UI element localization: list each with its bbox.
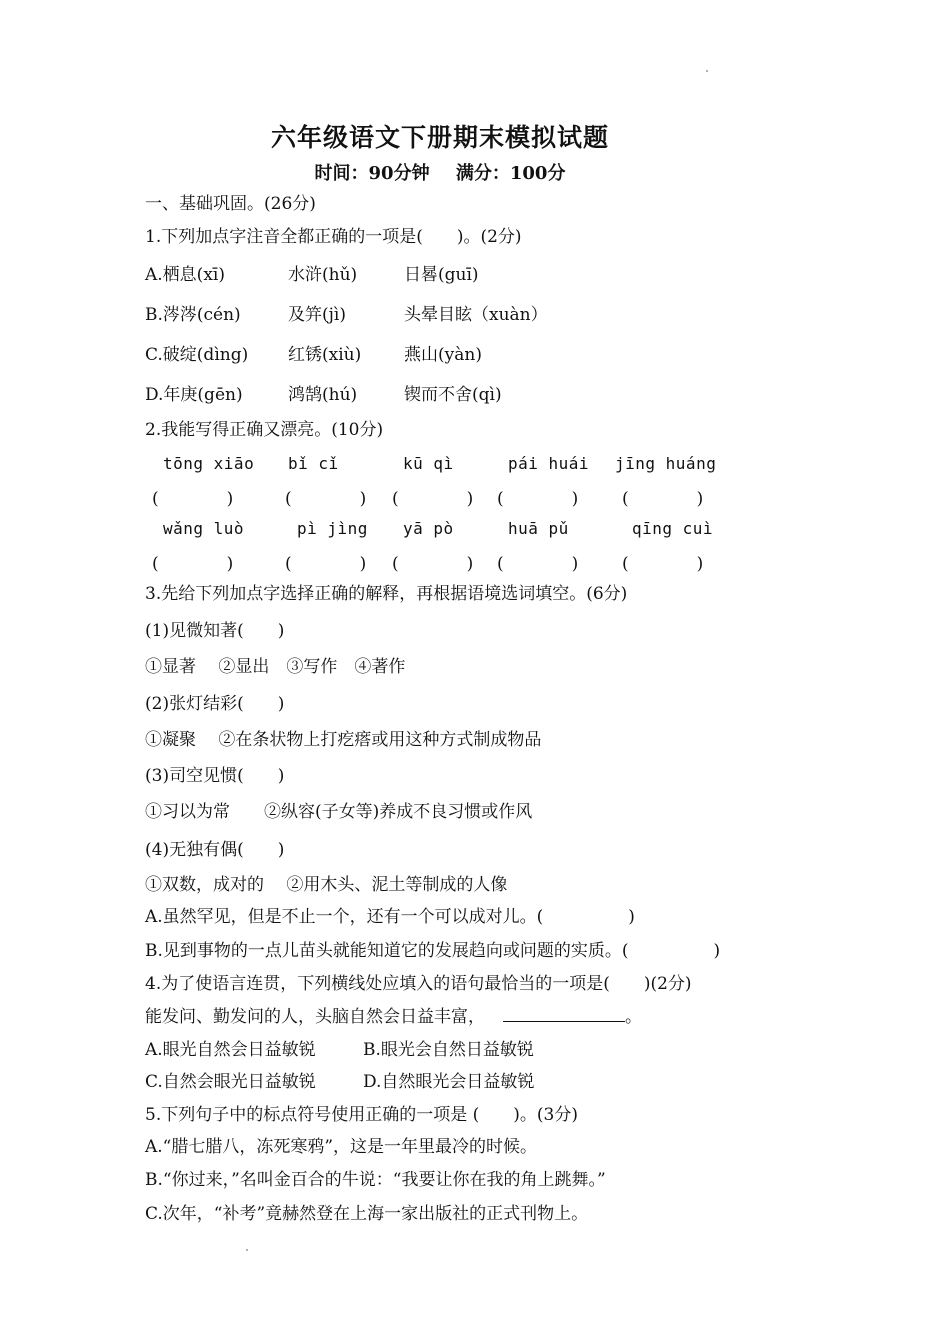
exam-title: 六年级语文下册期末模拟试题	[270, 123, 609, 152]
answer-blank[interactable]: ( )	[622, 489, 704, 509]
q1-option-c-1: C.破绽(dìng)	[145, 345, 249, 365]
q1-option-b-1: B.涔涔(cén)	[145, 305, 241, 325]
q5-option-b: B.“你过来，”名叫金百合的牛说：“我要让你在我的角上跳舞。”	[145, 1170, 606, 1190]
question-4-stem: 4.为了使语言连贯，下列横线处应填入的语句最恰当的一项是( )(2分)	[145, 974, 692, 994]
answer-blank[interactable]: ( )	[152, 489, 234, 509]
q4-sentence-end: 。	[625, 1007, 642, 1027]
exam-subtitle	[0, 159, 880, 185]
answer-blank[interactable]: ( )	[285, 489, 367, 509]
q1-option-b-3: 头晕目眩（xuàn）	[404, 305, 548, 325]
q4-option-b: B.眼光会自然日益敏锐	[363, 1040, 534, 1060]
q3-options: ①习以为常 ②纵容(子女等)养成不良习惯或作风	[145, 802, 533, 822]
answer-blank[interactable]: ( )	[285, 554, 367, 574]
q4-option-a: A.眼光自然会日益敏锐	[145, 1040, 316, 1060]
q1-option-c-2: 红锈(xiù)	[288, 345, 362, 365]
q1-option-a-3: 日晷(guī)	[404, 265, 479, 285]
q5-option-a: A.“腊七腊八，冻死寒鸦”，这是一年里最冷的时候。	[145, 1137, 538, 1157]
q4-sentence-text: 能发问、勤发问的人，头脑自然会日益丰富，	[145, 1007, 485, 1027]
pinyin-item: pái huái	[508, 454, 590, 473]
q1-option-a-2: 水浒(hǔ)	[288, 265, 358, 285]
pinyin-item: yā pò	[403, 519, 454, 538]
scan-speck	[246, 1249, 248, 1251]
section-heading: 一、基础巩固。(26分)	[145, 194, 316, 214]
question-2-stem: 2.我能写得正确又漂亮。(10分)	[145, 420, 384, 440]
q3-word: (4)无独有偶( )	[145, 840, 285, 860]
q5-option-c: C.次年，“补考”竟赫然登在上海一家出版社的正式刊物上。	[145, 1204, 589, 1224]
q3-fill-b: B.见到事物的一点儿苗头就能知道它的发展趋向或问题的实质。( )	[145, 941, 721, 961]
q3-options: ①双数，成对的 ②用木头、泥土等制成的人像	[145, 875, 508, 895]
q3-options: ①显著 ②显出 ③写作 ④著作	[145, 657, 406, 677]
q1-option-a-1: A.栖息(xī)	[145, 265, 225, 285]
pinyin-item: kū qì	[403, 454, 454, 473]
fill-in-blank[interactable]	[503, 1007, 625, 1022]
q1-option-d-2: 鸿鹄(hú)	[288, 385, 358, 405]
q3-options: ①凝聚 ②在条状物上打疙瘩或用这种方式制成物品	[145, 730, 542, 750]
q4-option-c: C.自然会眼光日益敏锐	[145, 1072, 316, 1092]
q1-option-c-3: 燕山(yàn)	[404, 345, 482, 365]
pinyin-item: huā pǔ	[508, 519, 569, 538]
exam-time: 时间：90分钟	[314, 163, 430, 184]
q4-sentence	[145, 1006, 642, 1028]
question-5-stem: 5.下列句子中的标点符号使用正确的一项是 ( )。(3分)	[145, 1105, 578, 1125]
question-3-stem: 3.先给下列加点字选择正确的解释，再根据语境选词填空。(6分)	[145, 584, 628, 604]
q3-word: (2)张灯结彩( )	[145, 694, 285, 714]
q3-fill-a: A.虽然罕见，但是不止一个，还有一个可以成对儿。( )	[145, 907, 635, 927]
pinyin-item: jīng huáng	[615, 454, 717, 473]
answer-blank[interactable]: ( )	[152, 554, 234, 574]
answer-blank[interactable]: ( )	[392, 489, 474, 509]
pinyin-item: wǎng luò	[163, 519, 245, 538]
q3-word: (3)司空见惯( )	[145, 766, 285, 786]
answer-blank[interactable]: ( )	[497, 554, 579, 574]
scan-speck	[706, 70, 708, 72]
q1-option-b-2: 及笄(jì)	[288, 305, 346, 325]
answer-blank[interactable]: ( )	[392, 554, 474, 574]
q3-word: (1)见微知著( )	[145, 621, 285, 641]
q1-option-d-3: 锲而不舍(qì)	[404, 385, 502, 405]
question-1-stem: 1.下列加点字注音全都正确的一项是( )。(2分)	[145, 227, 522, 247]
q4-option-d: D.自然眼光会日益敏锐	[363, 1072, 535, 1092]
answer-blank[interactable]: ( )	[497, 489, 579, 509]
pinyin-item: qīng cuì	[632, 519, 714, 538]
pinyin-item: pì jìng	[297, 519, 368, 538]
answer-blank[interactable]: ( )	[622, 554, 704, 574]
exam-score: 满分：100分	[455, 163, 566, 184]
pinyin-item: bǐ cǐ	[288, 454, 339, 473]
pinyin-item: tōng xiāo	[163, 454, 255, 473]
q1-option-d-1: D.年庚(gēn)	[145, 385, 243, 405]
